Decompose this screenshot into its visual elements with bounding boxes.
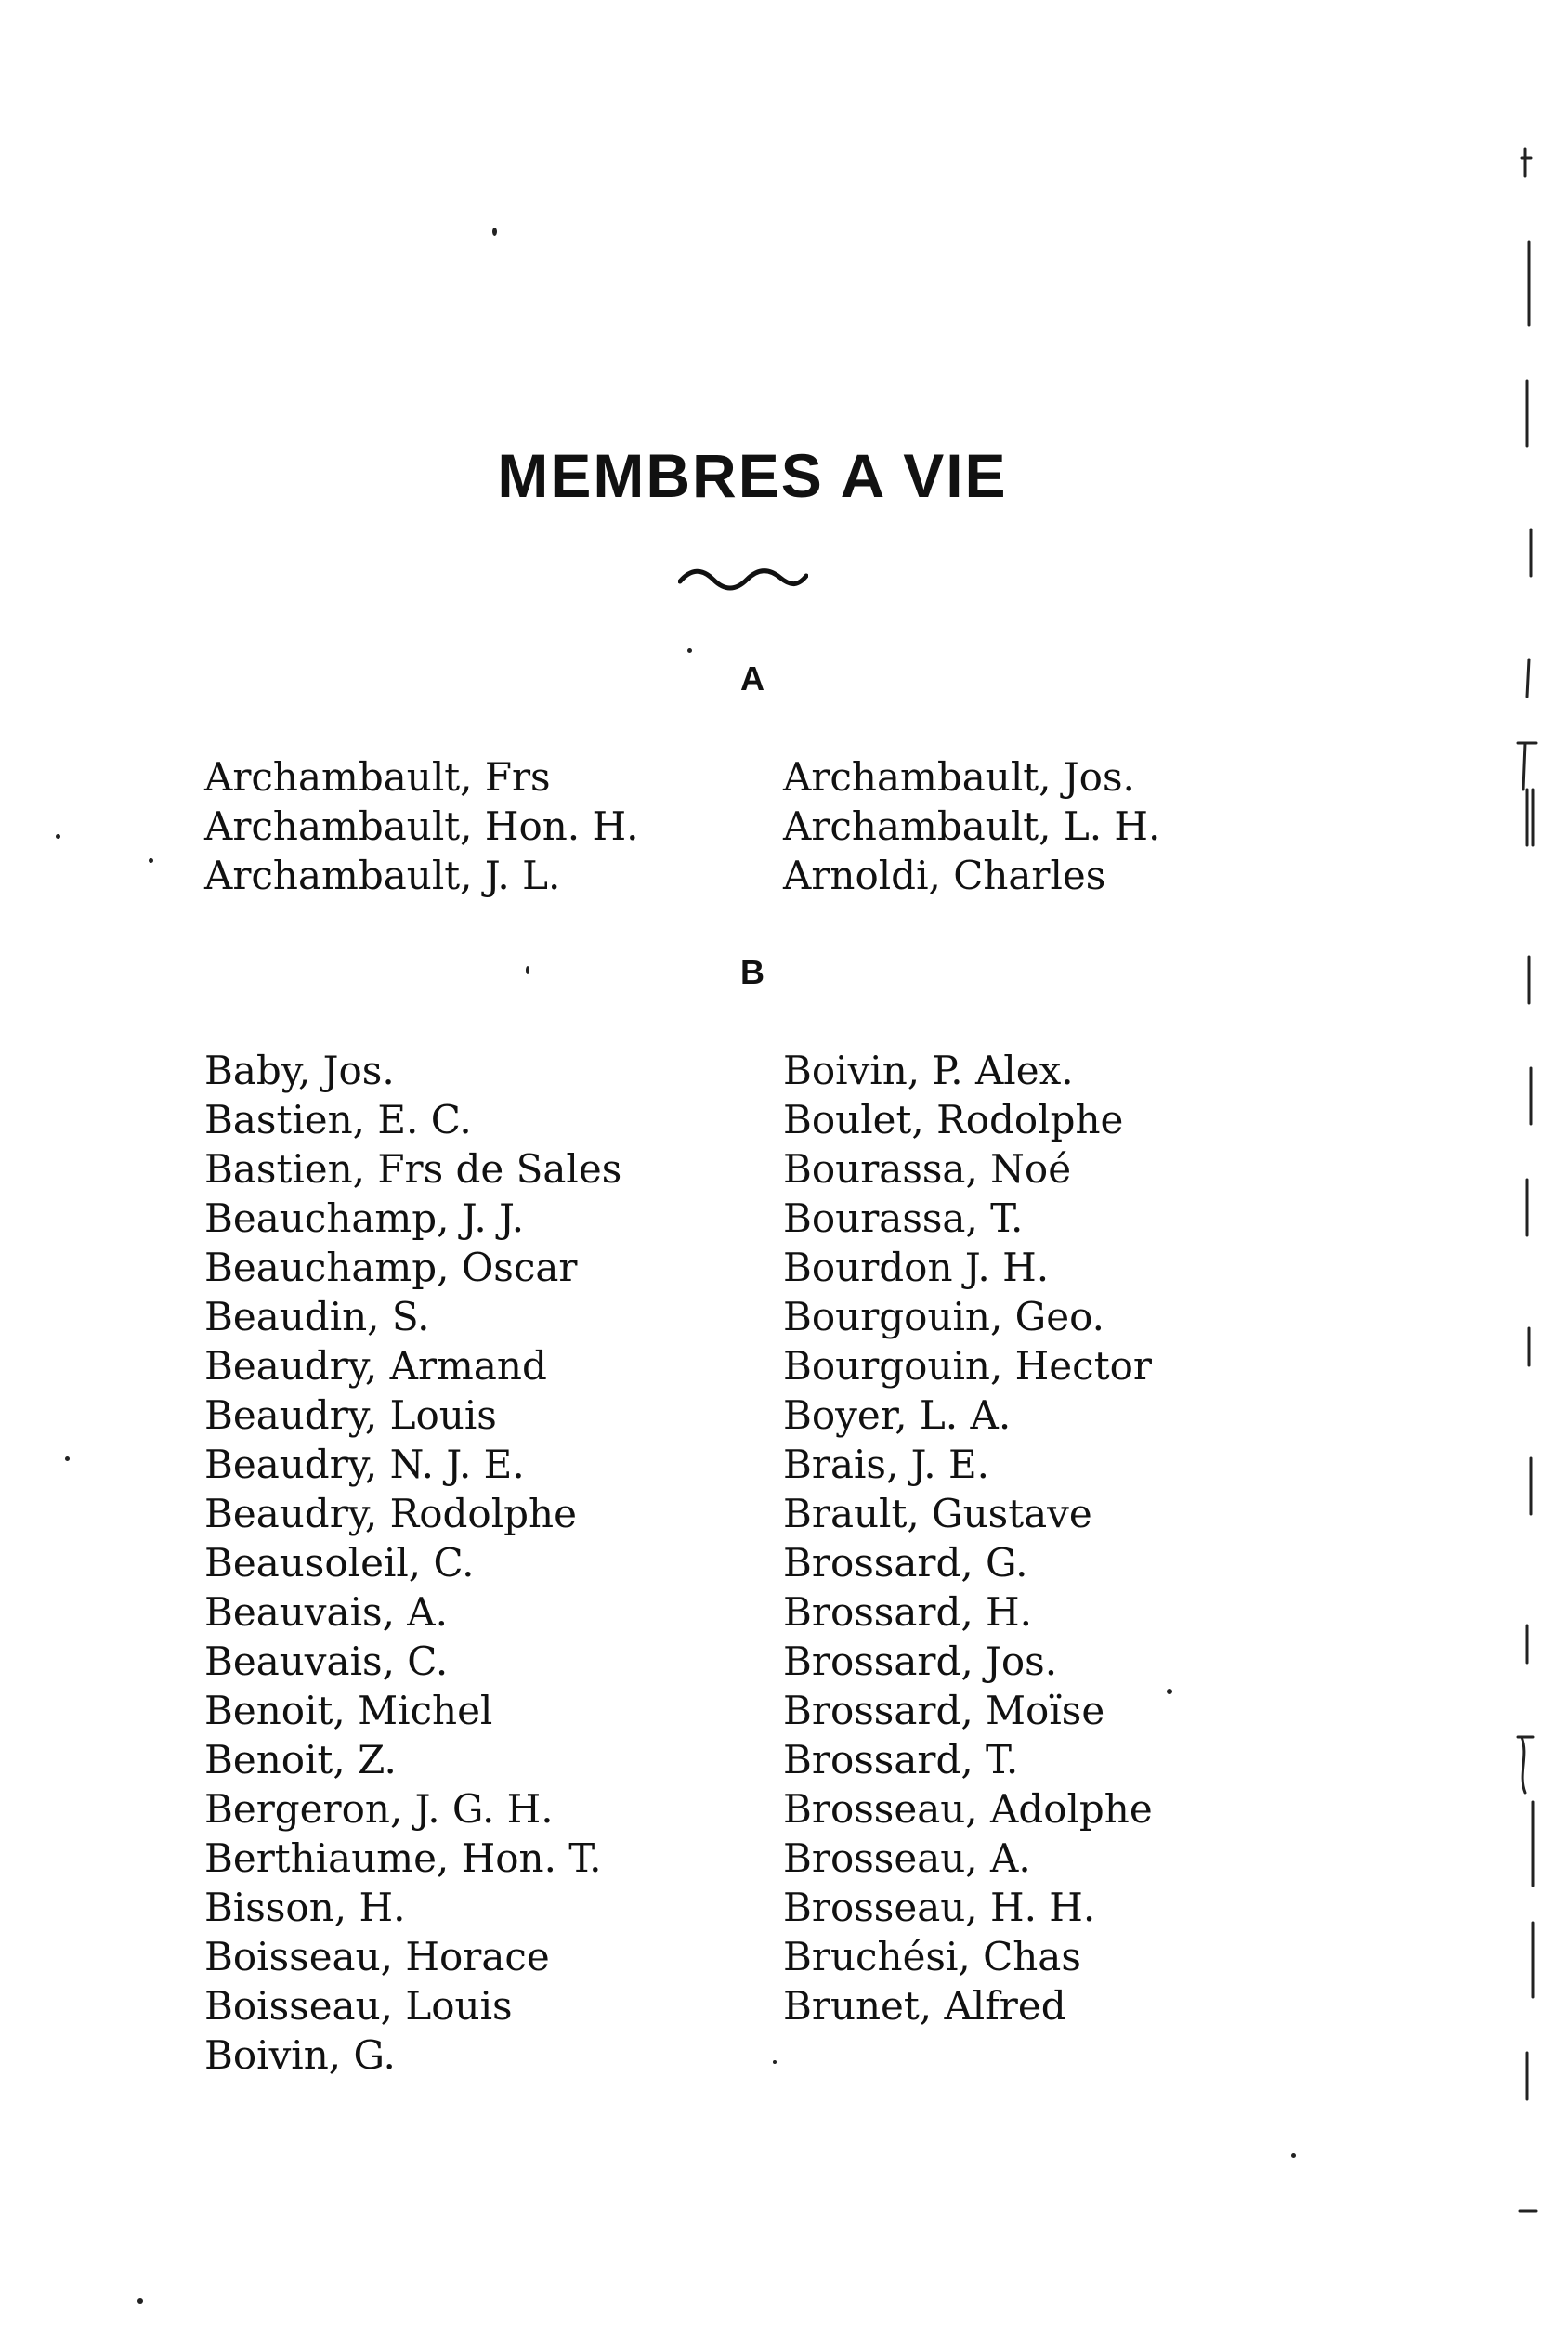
list-item: Berthiaume, Hon. T. <box>204 1835 602 1881</box>
list-item: Benoit, Michel <box>204 1688 493 1733</box>
list-item: Brunet, Alfred <box>783 1983 1066 2029</box>
list-item: Archambault, Hon. H. <box>204 803 639 849</box>
list-item: Boivin, P. Alex. <box>783 1048 1074 1093</box>
list-item: Brais, J. E. <box>783 1442 989 1487</box>
list-item: Archambault, J. L. <box>204 853 561 898</box>
page-title: MEMBRES A VIE <box>497 441 1008 510</box>
list-item: Brossard, Jos. <box>783 1638 1058 1684</box>
list-item: Archambault, Frs <box>204 754 551 800</box>
list-item: Benoit, Z. <box>204 1737 397 1782</box>
list-item: Beaudry, Rodolphe <box>204 1491 577 1536</box>
section-a-left-column <box>204 752 638 900</box>
list-item: Beaudry, Louis <box>204 1392 497 1438</box>
ink-speck <box>1291 2153 1296 2158</box>
list-item: Brossard, G. <box>783 1540 1028 1586</box>
list-item: Bourassa, Noé <box>783 1146 1072 1192</box>
ink-speck <box>56 834 60 839</box>
ink-speck <box>773 2060 777 2064</box>
list-item: Beauchamp, J. J. <box>204 1195 525 1241</box>
list-item: Bourdon J. H. <box>783 1245 1050 1290</box>
list-item: Beauvais, A. <box>204 1589 448 1635</box>
list-item: Beauvais, C. <box>204 1638 449 1684</box>
ink-speck <box>687 648 692 653</box>
list-item: Bisson, H. <box>204 1885 406 1930</box>
list-item: Archambault, Jos. <box>783 754 1135 800</box>
list-item: Brosseau, H. H. <box>783 1885 1096 1930</box>
list-item: Boulet, Rodolphe <box>783 1097 1124 1142</box>
section-letter-a: A <box>740 659 764 698</box>
list-item: Brossard, T. <box>783 1737 1019 1782</box>
list-item: Brossard, H. <box>783 1589 1033 1635</box>
section-a-right-column <box>783 752 1160 900</box>
list-item: Baby, Jos. <box>204 1048 395 1093</box>
ink-speck <box>1167 1689 1172 1694</box>
list-item: Brosseau, Adolphe <box>783 1786 1153 1832</box>
list-item: Boyer, L. A. <box>783 1392 1012 1438</box>
list-item: Beauchamp, Oscar <box>204 1245 578 1290</box>
list-item: Bastien, Frs de Sales <box>204 1146 622 1192</box>
list-item: Arnoldi, Charles <box>783 853 1106 898</box>
list-item: Bergeron, J. G. H. <box>204 1786 554 1832</box>
wave-ornament-icon <box>678 561 808 594</box>
list-item: Boisseau, Horace <box>204 1934 550 1979</box>
ink-speck <box>65 1456 70 1461</box>
list-item: Brault, Gustave <box>783 1491 1092 1536</box>
list-item: Beaudin, S. <box>204 1294 430 1339</box>
list-item: Boisseau, Louis <box>204 1983 513 2029</box>
list-item: Archambault, L. H. <box>783 803 1161 849</box>
section-b-right-column <box>783 1046 1153 2030</box>
list-item: Brossard, Moïse <box>783 1688 1105 1733</box>
section-letter-b: B <box>740 953 764 991</box>
list-item: Bourgouin, Geo. <box>783 1294 1104 1339</box>
list-item: Brosseau, A. <box>783 1835 1031 1881</box>
section-b-left-column <box>204 1046 621 2080</box>
list-item: Boivin, G. <box>204 2032 396 2078</box>
ink-speck <box>137 2298 143 2304</box>
list-item: Beaudry, N. J. E. <box>204 1442 525 1487</box>
list-item: Bastien, E. C. <box>204 1097 472 1142</box>
ink-speck <box>526 966 529 974</box>
list-item: Bourgouin, Hector <box>783 1343 1152 1389</box>
ink-speck <box>149 858 153 863</box>
binding-edge-marks <box>1505 139 1542 2229</box>
list-item: Beaudry, Armand <box>204 1343 547 1389</box>
list-item: Beausoleil, C. <box>204 1540 475 1586</box>
list-item: Bruchési, Chas <box>783 1934 1081 1979</box>
list-item: Bourassa, T. <box>783 1195 1024 1241</box>
ink-speck <box>492 228 497 236</box>
